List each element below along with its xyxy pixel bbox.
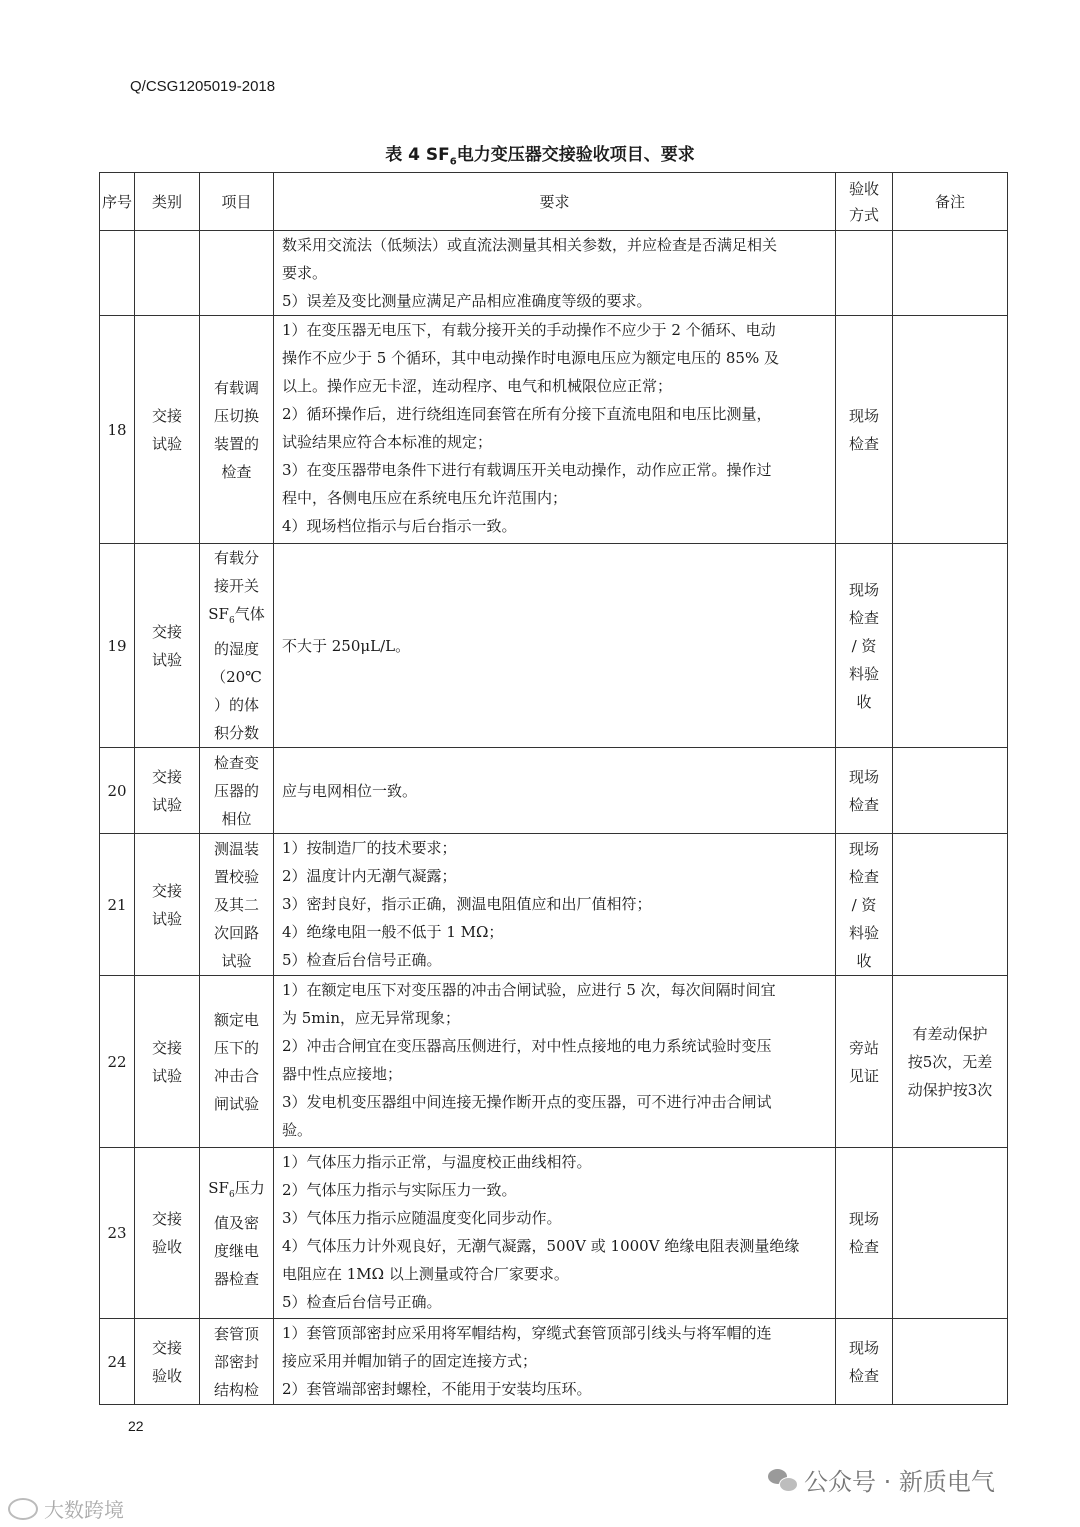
note-cell: [893, 1319, 1008, 1405]
category-cell: 交接 验收: [135, 1148, 200, 1319]
table-row-18: [100, 316, 1008, 544]
note-cell: [893, 316, 1008, 544]
seq-cell: 21: [100, 834, 135, 976]
requirement-cell: 应与电网相位一致。: [274, 748, 836, 834]
document-code: Q/CSG1205019-2018: [130, 78, 276, 95]
wechat-watermark: [768, 1462, 995, 1497]
table-row-continued: [100, 231, 1008, 316]
acceptance-table: [99, 172, 1008, 1405]
wechat-icon: [768, 1467, 798, 1493]
note-cell: [893, 544, 1008, 748]
seq-cell: 24: [100, 1319, 135, 1405]
method-cell: 现场 检查: [836, 1319, 893, 1405]
header-category: 类别: [135, 173, 200, 231]
corner-watermark-text: 大数跨境: [44, 1498, 124, 1522]
requirement-cell: 1）按制造厂的技术要求； 2）温度计内无潮气凝露； 3）密封良好，指示正确，测温电阻值应和出厂值相符； 4）绝缘电阻一般不低于 1 MΩ； 5）检查后台信号正确。: [274, 834, 836, 976]
note-cell: 有差动保护 按5次，无差 动保护按3次: [893, 976, 1008, 1148]
table-row-24: [100, 1319, 1008, 1405]
category-cell: 交接 试验: [135, 834, 200, 976]
item-cell: 额定电 压下的 冲击合 闸试验: [200, 976, 274, 1148]
seq-cell: 22: [100, 976, 135, 1148]
category-cell: 交接 试验: [135, 748, 200, 834]
method-cell: 现场 检查 / 资 料验 收: [836, 834, 893, 976]
seq-cell: 19: [100, 544, 135, 748]
note-cell: [893, 748, 1008, 834]
method-cell: 现场 检查: [836, 1148, 893, 1319]
seq-cell: 18: [100, 316, 135, 544]
header-note: 备注: [893, 173, 1008, 231]
corner-watermark: [8, 1494, 124, 1523]
method-cell: 现场 检查: [836, 316, 893, 544]
method-cell: 旁站 见证: [836, 976, 893, 1148]
watermark-text: 公众号 · 新质电气: [804, 1468, 995, 1496]
requirement-cell: 1）在变压器无电压下，有载分接开关的手动操作不应少于 2 个循环、电动 操作不应少于 5 个循环，其中电动操作时电源电压应为额定电压的 85% 及 以上。操作应无卡涩，连动程序、电气和机械限位应正常； 2）循环操作后，进行绕组连同套管在所有分接下直流电阻和电压比测量， 试验结果应符合本标准的规定； 3）在变压器带电条件下进行有载调压开关电动操作，动作应正常。操作过 程中，各侧电压应在系统电压允许范围内； 4）现场档位指示与后台指示一致。: [274, 316, 836, 544]
page-number: 22: [128, 1418, 144, 1434]
header-item: 项目: [200, 173, 274, 231]
requirement-cell: 数采用交流法（低频法）或直流法测量其相关参数，并应检查是否满足相关 要求。 5）误差及变比测量应满足产品相应准确度等级的要求。: [274, 231, 836, 316]
item-cell: 有载分 接开关 $SF_6$气体 的湿度 （20℃ ）的体 积分数: [200, 544, 274, 748]
seq-cell: 20: [100, 748, 135, 834]
table-caption: 表 4 $SF_6$电力变压器交接验收项目、要求: [385, 145, 695, 168]
table-header-row: [100, 173, 1008, 231]
method-cell: 现场 检查 / 资 料验 收: [836, 544, 893, 748]
item-cell: $SF_6$压力 值及密 度继电 器检查: [200, 1148, 274, 1319]
header-seq: 序号: [100, 173, 135, 231]
item-cell: 检查变 压器的 相位: [200, 748, 274, 834]
table-row-23: [100, 1148, 1008, 1319]
category-cell: 交接 试验: [135, 544, 200, 748]
seq-cell: 23: [100, 1148, 135, 1319]
requirement-cell: 1）套管顶部密封应采用将军帽结构，穿缆式套管顶部引线头与将军帽的连 接应采用并帽加销子的固定连接方式； 2）套管端部密封螺栓，不能用于安装均压环。: [274, 1319, 836, 1405]
table-row-21: [100, 834, 1008, 976]
header-requirement: 要求: [274, 173, 836, 231]
item-cell: 套管顶 部密封 结构检: [200, 1319, 274, 1405]
table-row-20: [100, 748, 1008, 834]
requirement-cell: 1）在额定电压下对变压器的冲击合闸试验，应进行 5 次，每次间隔时间宜 为 5min，应无异常现象； 2）冲击合闸宜在变压器高压侧进行，对中性点接地的电力系统试验时变压 器中性点应接地； 3）发电机变压器组中间连接无操作断开点的变压器，可不进行冲击合闸试 验。: [274, 976, 836, 1148]
item-cell: 有载调 压切换 装置的 检查: [200, 316, 274, 544]
requirement-cell: 1）气体压力指示正常，与温度校正曲线相符。 2）气体压力指示与实际压力一致。 3）气体压力指示应随温度变化同步动作。 4）气体压力计外观良好，无潮气凝露，500V 或 1000V 绝缘电阻表测量绝缘 电阻应在 1MΩ 以上测量或符合厂家要求。 5）检查后台信号正确。: [274, 1148, 836, 1319]
table-row-19: [100, 544, 1008, 748]
table-row-22: [100, 976, 1008, 1148]
category-cell: 交接 验收: [135, 1319, 200, 1405]
item-cell: 测温装 置校验 及其二 次回路 试验: [200, 834, 274, 976]
brand-loop-icon: [8, 1498, 38, 1520]
requirement-cell: 不大于 250μL/L。: [274, 544, 836, 748]
header-method: 验收 方式: [836, 173, 893, 231]
category-cell: 交接 试验: [135, 316, 200, 544]
note-cell: [893, 1148, 1008, 1319]
method-cell: 现场 检查: [836, 748, 893, 834]
note-cell: [893, 834, 1008, 976]
category-cell: 交接 试验: [135, 976, 200, 1148]
